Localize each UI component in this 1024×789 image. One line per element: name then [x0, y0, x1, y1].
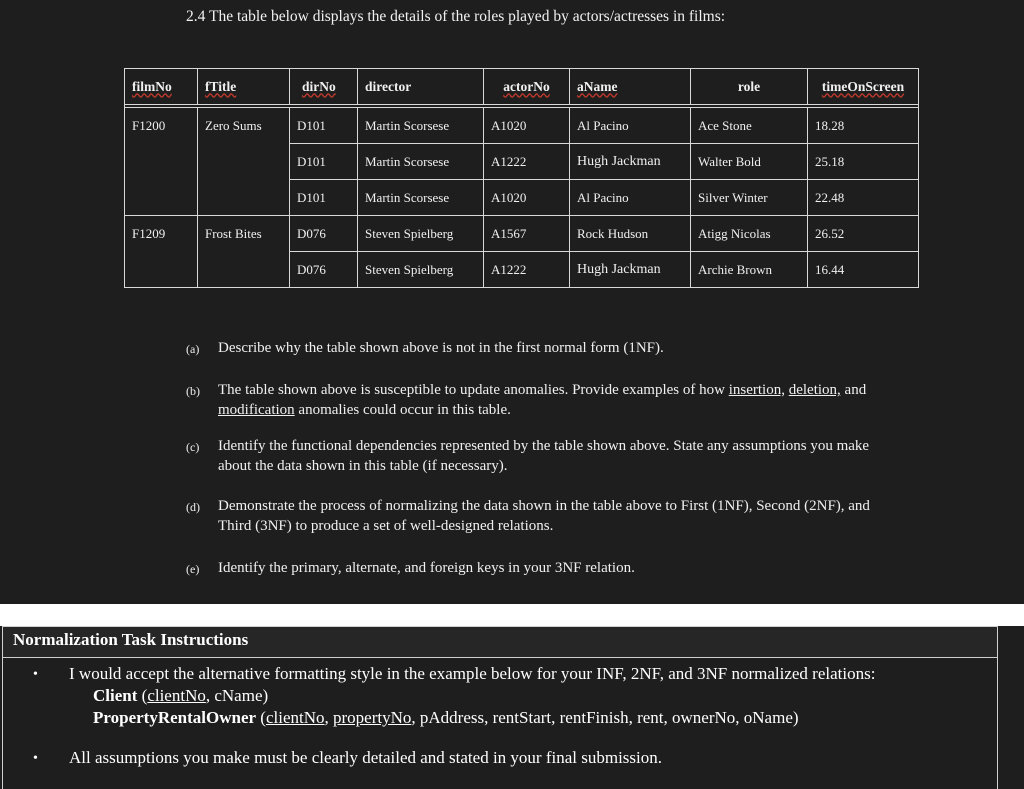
cell-timeOnScreen: 26.52 — [808, 216, 919, 252]
cell-timeOnScreen: 18.28 — [808, 108, 919, 144]
cell-director: Martin Scorsese — [358, 144, 484, 180]
subquestion-marker: (b) — [186, 384, 200, 398]
cell-dirNo: D101 — [290, 180, 358, 216]
header-role: role — [691, 69, 808, 105]
cell-actorNo: A1222 — [484, 252, 570, 288]
cell-role: Walter Bold — [691, 144, 808, 180]
cell-aName: Rock Hudson — [570, 216, 691, 252]
insertion-link: insertion, — [728, 382, 785, 398]
subquestion-marker: (a) — [186, 342, 200, 356]
instruction-text-1: I would accept the alternative formatting style in the example below for your INF, 2NF, and 3NF normalized relations: — [69, 664, 876, 683]
subquestion-d — [186, 496, 906, 536]
table-row — [125, 216, 919, 252]
subquestion-text: Describe why the table shown above is not in the first normal form (1NF). — [218, 340, 664, 356]
cell-aName: Hugh Jackman — [570, 144, 691, 180]
header-actorNo: actorNo — [484, 69, 570, 105]
cell-actorNo: A1020 — [484, 180, 570, 216]
modification-link: modification — [218, 402, 295, 418]
cell-fTitle: Frost Bites — [198, 216, 290, 288]
cell-aName: Hugh Jackman — [570, 252, 691, 288]
cell-role: Ace Stone — [691, 108, 808, 144]
cell-director: Steven Spielberg — [358, 252, 484, 288]
subquestion-marker: (d) — [186, 500, 200, 514]
cell-director: Martin Scorsese — [358, 180, 484, 216]
cell-actorNo: A1222 — [484, 144, 570, 180]
cell-dirNo: D101 — [290, 144, 358, 180]
instructions-body — [2, 657, 998, 789]
instructions-panel — [0, 626, 1024, 789]
header-timeOnScreen: timeOnScreen — [808, 69, 919, 105]
subquestion-b — [186, 380, 906, 420]
bullet-icon: • — [33, 667, 38, 682]
subquestion-text: The table shown above is susceptible to update anomalies. Provide examples of how insertion, deletion, and modification anomalies could occur in this table. — [218, 382, 867, 418]
cell-aName: Al Pacino — [570, 108, 691, 144]
cell-actorNo: A1020 — [484, 108, 570, 144]
cell-director: Martin Scorsese — [358, 108, 484, 144]
question-heading: 2.4 The table below displays the details of the roles played by actors/actresses in films: — [186, 8, 726, 25]
example-client: Client (clientNo, cName) — [93, 686, 269, 705]
subquestion-e — [186, 558, 906, 578]
instruction-text-2: All assumptions you make must be clearly detailed and stated in your final submission. — [69, 748, 663, 767]
table-row — [125, 108, 919, 144]
subquestion-text: Demonstrate the process of normalizing the data shown in the table above to First (1NF), Second (2NF), and Third (3NF) to produce a set of well-designed relations. — [218, 498, 870, 534]
instructions-title: Normalization Task Instructions — [2, 626, 998, 658]
cell-role: Archie Brown — [691, 252, 808, 288]
subquestion-text: Identify the primary, alternate, and foreign keys in your 3NF relation. — [218, 560, 635, 576]
cell-aName: Al Pacino — [570, 180, 691, 216]
header-dirNo: dirNo — [290, 69, 358, 105]
subquestion-list — [186, 338, 906, 578]
table-header-row — [125, 69, 919, 105]
subquestion-a — [186, 338, 906, 358]
deletion-link: deletion, — [788, 382, 841, 398]
subquestion-text: Identify the functional dependencies represented by the table shown above. State any assumptions you make about the data shown in this table (if necessary). — [218, 438, 870, 474]
header-director: director — [358, 69, 484, 105]
cell-role: Silver Winter — [691, 180, 808, 216]
cell-dirNo: D101 — [290, 108, 358, 144]
cell-director: Steven Spielberg — [358, 216, 484, 252]
subquestion-marker: (e) — [186, 562, 200, 576]
cell-timeOnScreen: 16.44 — [808, 252, 919, 288]
cell-dirNo: D076 — [290, 216, 358, 252]
subquestion-marker: (c) — [186, 440, 200, 454]
cell-filmNo: F1200 — [125, 108, 198, 216]
bullet-icon: • — [33, 751, 38, 766]
cell-timeOnScreen: 25.18 — [808, 144, 919, 180]
subquestion-c — [186, 436, 906, 476]
cell-filmNo: F1209 — [125, 216, 198, 288]
header-fTitle: fTitle — [198, 69, 290, 105]
cell-fTitle: Zero Sums — [198, 108, 290, 216]
header-aName: aName — [570, 69, 691, 105]
cell-role: Atigg Nicolas — [691, 216, 808, 252]
roles-table — [124, 68, 919, 288]
header-filmNo: filmNo — [125, 69, 198, 105]
example-property-rental-owner: PropertyRentalOwner (clientNo, propertyNo, pAddress, rentStart, rentFinish, rent, ownerNo, oName) — [93, 708, 799, 727]
cell-actorNo: A1567 — [484, 216, 570, 252]
cell-dirNo: D076 — [290, 252, 358, 288]
cell-timeOnScreen: 22.48 — [808, 180, 919, 216]
